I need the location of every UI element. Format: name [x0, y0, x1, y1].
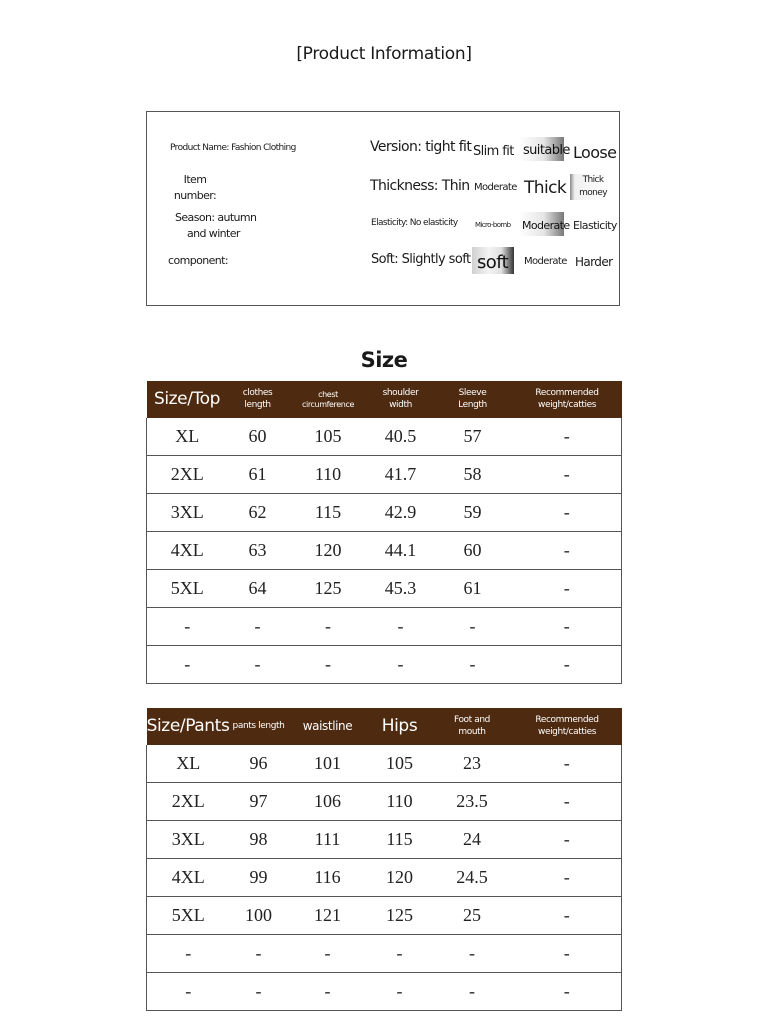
table-row [147, 646, 622, 684]
top-table-cell: - [288, 646, 369, 684]
pants-table-cell: 3XL [147, 821, 230, 859]
table-row [147, 494, 622, 532]
table-row [147, 897, 622, 935]
top-header-clothes-length-line1: clothes [242, 388, 273, 399]
table-row [147, 608, 622, 646]
top-size-table [146, 381, 622, 684]
top-header-shoulder-line1: shoulder [382, 388, 419, 399]
top-header-sleeve [433, 381, 513, 418]
top-table-cell: - [513, 456, 622, 494]
table-row [147, 935, 622, 973]
table-row [147, 532, 622, 570]
pants-table-cell: - [288, 935, 368, 973]
top-table-cell: - [288, 608, 369, 646]
table-row [147, 745, 622, 783]
top-header-clothes-length-line2: length [244, 399, 271, 410]
pants-size-table [146, 708, 622, 1011]
top-header-size: Size/Top [147, 381, 228, 418]
table-row [147, 418, 622, 456]
table-row [147, 456, 622, 494]
elasticity-option-micro-bomb: Micro-bomb [475, 221, 511, 229]
pants-table-cell: 120 [368, 859, 432, 897]
table-row [147, 783, 622, 821]
pants-header-foot-mouth [432, 708, 513, 745]
version-option-slim-fit: Slim fit [473, 144, 514, 159]
pants-table-cell: 111 [288, 821, 368, 859]
pants-table-cell: 116 [288, 859, 368, 897]
pants-table-cell: 110 [368, 783, 432, 821]
top-table-cell: - [369, 608, 433, 646]
pants-table-cell: 97 [230, 783, 288, 821]
pants-table-cell: - [147, 973, 230, 1011]
pants-table-cell: - [368, 973, 432, 1011]
pants-table-cell: - [368, 935, 432, 973]
top-table-cell: 4XL [147, 532, 228, 570]
pants-table-cell: 24.5 [432, 859, 513, 897]
product-info-panel [146, 111, 620, 306]
thickness-option-thick-money-1: Thick [582, 175, 604, 185]
thickness-option-moderate: Moderate [474, 182, 517, 193]
table-row [147, 859, 622, 897]
pants-header-weight: Recommended weight/catties [513, 708, 622, 745]
version-option-suitable: suitable [523, 143, 570, 158]
top-table-cell: 42.9 [369, 494, 433, 532]
top-table-cell: 57 [433, 418, 513, 456]
pants-table-cell: - [513, 783, 622, 821]
pants-table-body [147, 745, 622, 1011]
pants-table-cell: 115 [368, 821, 432, 859]
pants-header-hips: Hips [368, 708, 432, 745]
pants-table-cell: - [230, 935, 288, 973]
top-table-cell: 115 [288, 494, 369, 532]
pants-header-length: pants length [230, 708, 288, 745]
pants-table-cell: - [513, 935, 622, 973]
elasticity-label: Elasticity: No elasticity [371, 218, 458, 228]
pants-table-cell: - [230, 973, 288, 1011]
pants-table-cell: XL [147, 745, 230, 783]
item-number-label-2: number: [173, 189, 217, 202]
pants-table-cell: 23 [432, 745, 513, 783]
top-table-cell: 125 [288, 570, 369, 608]
top-table-cell: - [513, 418, 622, 456]
top-table-cell: 61 [228, 456, 288, 494]
pants-table-cell: 5XL [147, 897, 230, 935]
pants-table-cell: - [513, 859, 622, 897]
pants-table-cell: 121 [288, 897, 368, 935]
top-table-cell: - [433, 608, 513, 646]
softness-label: Soft: Slightly soft [371, 252, 471, 267]
pants-table-cell: 99 [230, 859, 288, 897]
top-header-chest-line1: chest [318, 389, 338, 399]
size-section-title: Size [360, 348, 408, 372]
top-table-cell: 63 [228, 532, 288, 570]
top-table-cell: - [513, 570, 622, 608]
pants-table-cell: 2XL [147, 783, 230, 821]
top-table-cell: 44.1 [369, 532, 433, 570]
pants-table-cell: - [147, 935, 230, 973]
thickness-option-thick-money-2: money [579, 188, 607, 198]
top-table-cell: - [513, 608, 622, 646]
top-table-cell: 45.3 [369, 570, 433, 608]
top-table-header-row [147, 381, 622, 418]
top-table-cell: - [228, 608, 288, 646]
top-table-cell: 2XL [147, 456, 228, 494]
pants-table-cell: 101 [288, 745, 368, 783]
pants-table-cell: 105 [368, 745, 432, 783]
top-table-cell: XL [147, 418, 228, 456]
pants-table-cell: 98 [230, 821, 288, 859]
pants-table-cell: 106 [288, 783, 368, 821]
pants-header-foot-mouth-line2: mouth [458, 726, 486, 737]
top-header-weight: Recommended weight/catties [513, 381, 622, 418]
top-table-cell: - [513, 532, 622, 570]
pants-table-cell: 125 [368, 897, 432, 935]
top-table-cell: 3XL [147, 494, 228, 532]
top-header-shoulder-line2: width [389, 399, 412, 410]
thickness-option-thick: Thick [524, 178, 567, 198]
top-table-cell: 62 [228, 494, 288, 532]
pants-table-cell: - [513, 745, 622, 783]
elasticity-option-moderate: Moderate [522, 219, 570, 232]
top-table-cell: - [369, 646, 433, 684]
softness-option-soft: soft [477, 252, 509, 273]
pants-table-cell: 23.5 [432, 783, 513, 821]
pants-table-cell: 24 [432, 821, 513, 859]
pants-table-cell: - [432, 935, 513, 973]
pants-table-cell: - [288, 973, 368, 1011]
top-table-body [147, 418, 622, 684]
product-name-label: Product Name: Fashion Clothing [170, 143, 296, 153]
top-table-cell: 58 [433, 456, 513, 494]
top-table-cell: 120 [288, 532, 369, 570]
top-header-chest [288, 381, 369, 418]
season-label-1: Season: autumn [175, 211, 257, 224]
pants-table-cell: 4XL [147, 859, 230, 897]
softness-option-harder: Harder [575, 255, 613, 269]
top-table-cell: 59 [433, 494, 513, 532]
pants-header-size: Size/Pants [147, 708, 230, 745]
table-row [147, 821, 622, 859]
table-row [147, 570, 622, 608]
top-table-cell: - [513, 494, 622, 532]
table-row [147, 973, 622, 1011]
top-header-sleeve-line1: Sleeve [458, 388, 487, 399]
season-label-2: and winter [187, 227, 240, 240]
pants-table-cell: - [513, 973, 622, 1011]
pants-header-foot-mouth-line1: Foot and [454, 715, 490, 726]
top-table-cell: 64 [228, 570, 288, 608]
item-number-label-1: Item [183, 173, 207, 186]
softness-option-moderate: Moderate [524, 256, 567, 267]
version-option-loose: Loose [573, 143, 617, 162]
pants-table-cell: 100 [230, 897, 288, 935]
top-header-shoulder [369, 381, 433, 418]
top-table-cell: 110 [288, 456, 369, 494]
top-table-cell: - [228, 646, 288, 684]
top-table-cell: 60 [228, 418, 288, 456]
pants-table-cell: 96 [230, 745, 288, 783]
top-header-chest-line2: circumference [302, 399, 354, 409]
pants-table-cell: - [432, 973, 513, 1011]
pants-table-cell: - [513, 821, 622, 859]
top-header-sleeve-line2: Length [458, 399, 487, 410]
thickness-label: Thickness: Thin [370, 178, 470, 194]
pants-header-waistline: waistline [288, 708, 368, 745]
top-table-cell: 5XL [147, 570, 228, 608]
page-title: [Product Information] [296, 44, 472, 64]
top-table-cell: 40.5 [369, 418, 433, 456]
top-table-cell: - [433, 646, 513, 684]
top-table-cell: 60 [433, 532, 513, 570]
pants-table-header-row [147, 708, 622, 745]
top-table-cell: 61 [433, 570, 513, 608]
top-table-cell: 105 [288, 418, 369, 456]
pants-table-cell: 25 [432, 897, 513, 935]
top-table-cell: - [513, 646, 622, 684]
elasticity-option-elasticity: Elasticity [573, 219, 617, 232]
top-table-cell: - [147, 608, 228, 646]
top-table-cell: - [147, 646, 228, 684]
version-label: Version: tight fit [370, 139, 472, 155]
top-table-cell: 41.7 [369, 456, 433, 494]
pants-table-cell: - [513, 897, 622, 935]
top-header-clothes-length [228, 381, 288, 418]
component-label: component: [168, 254, 228, 267]
